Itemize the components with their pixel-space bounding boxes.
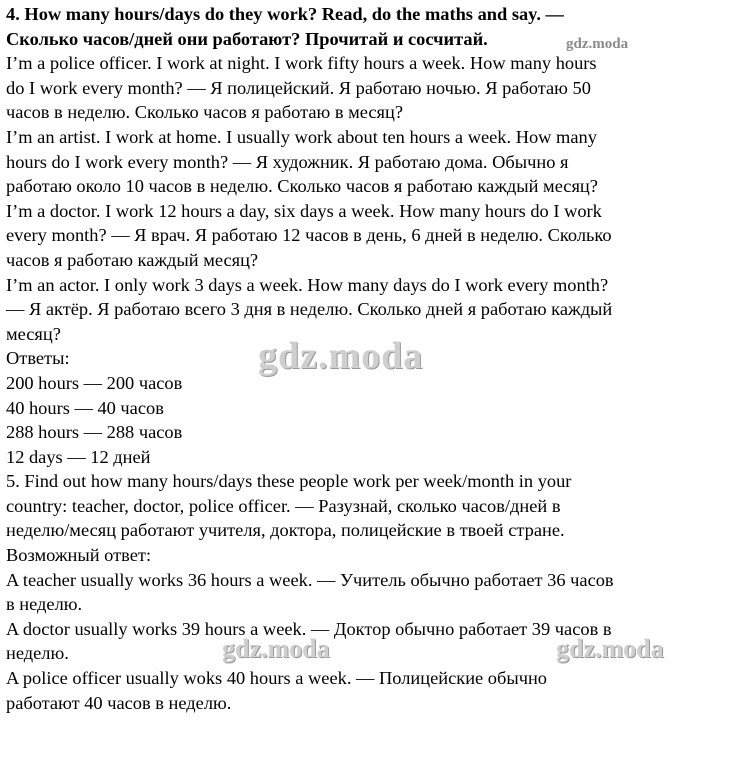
text-line-artist-1: I’m an artist. I work at home. I usually work about ten hours a week. How many	[6, 126, 597, 147]
answer-line-2: 40 hours — 40 часов	[6, 397, 164, 418]
task5-line-1: 5. Find out how many hours/days these people work per week/month in your	[6, 471, 572, 492]
watermark-mid-left: gdz.moda	[222, 634, 330, 663]
text-line-actor-3: месяц?	[6, 323, 61, 344]
document-page	[6, 2, 728, 715]
possible-answer-label: Возможный ответ:	[6, 545, 152, 566]
answers-label: Ответы:	[6, 348, 70, 369]
text-line-actor-1: I’m an actor. I only work 3 days a week. How many days do I work every month?	[6, 274, 609, 295]
police-answer-line-2: работают 40 часов в неделю.	[6, 692, 232, 713]
text-line-police-3: часов в неделю. Сколько часов я работаю в месяц?	[6, 102, 404, 123]
text-line-doctor-3: часов я работаю каждый месяц?	[6, 249, 259, 270]
answer-line-1: 200 hours — 200 часов	[6, 372, 183, 393]
text-line-artist-3: работаю около 10 часов в неделю. Сколько часов я работаю каждый месяц?	[6, 176, 598, 197]
teacher-answer-line-2: в неделю.	[6, 594, 83, 615]
text-line-artist-2: hours do I work every month? — Я художник. Я работаю дома. Обычно я	[6, 151, 569, 172]
teacher-answer-line-1: A teacher usually works 36 hours a week. — Учитель обычно работает 36 часов	[6, 569, 614, 590]
police-answer-line-1: A police officer usually woks 40 hours a week. — Полицейские обычно	[6, 668, 548, 689]
answer-line-3: 288 hours — 288 часов	[6, 422, 183, 443]
text-line-actor-2: — Я актёр. Я работаю всего 3 дня в неделю. Сколько дней я работаю каждый	[6, 299, 613, 320]
text-line-police-2: do I work every month? — Я полицейский. Я работаю ночью. Я работаю 50	[6, 77, 591, 98]
task5-line-2: country: teacher, doctor, police officer. — Разузнай, сколько часов/дней в	[6, 495, 561, 516]
task4-heading-line2: Сколько часов/дней они работают? Прочитай и сосчитай.	[6, 28, 488, 49]
text-line-doctor-2: every month? — Я врач. Я работаю 12 часов в день, 6 дней в неделю. Сколько	[6, 225, 612, 246]
task5-line-3: неделю/месяц работают учителя, доктора, полицейские в твоей стране.	[6, 520, 565, 541]
answer-line-4: 12 days — 12 дней	[6, 446, 151, 467]
watermark-big: gdz.moda	[258, 335, 424, 377]
task4-heading-line1: 4. How many hours/days do they work? Read, do the maths and say. —	[6, 4, 564, 24]
doctor-answer-line-1: A doctor usually works 39 hours a week. — Доктор обычно работает 39 часов в	[6, 618, 612, 639]
watermark-small: gdz.moda	[566, 36, 629, 52]
watermark-mid-right: gdz.moda	[556, 634, 664, 663]
text-line-police-1: I’m a police officer. I work at night. I work fifty hours a week. How many hours	[6, 53, 597, 74]
text-line-doctor-1: I’m a doctor. I work 12 hours a day, six days a week. How many hours do I work	[6, 200, 602, 221]
doctor-answer-line-2: неделю.	[6, 643, 69, 664]
